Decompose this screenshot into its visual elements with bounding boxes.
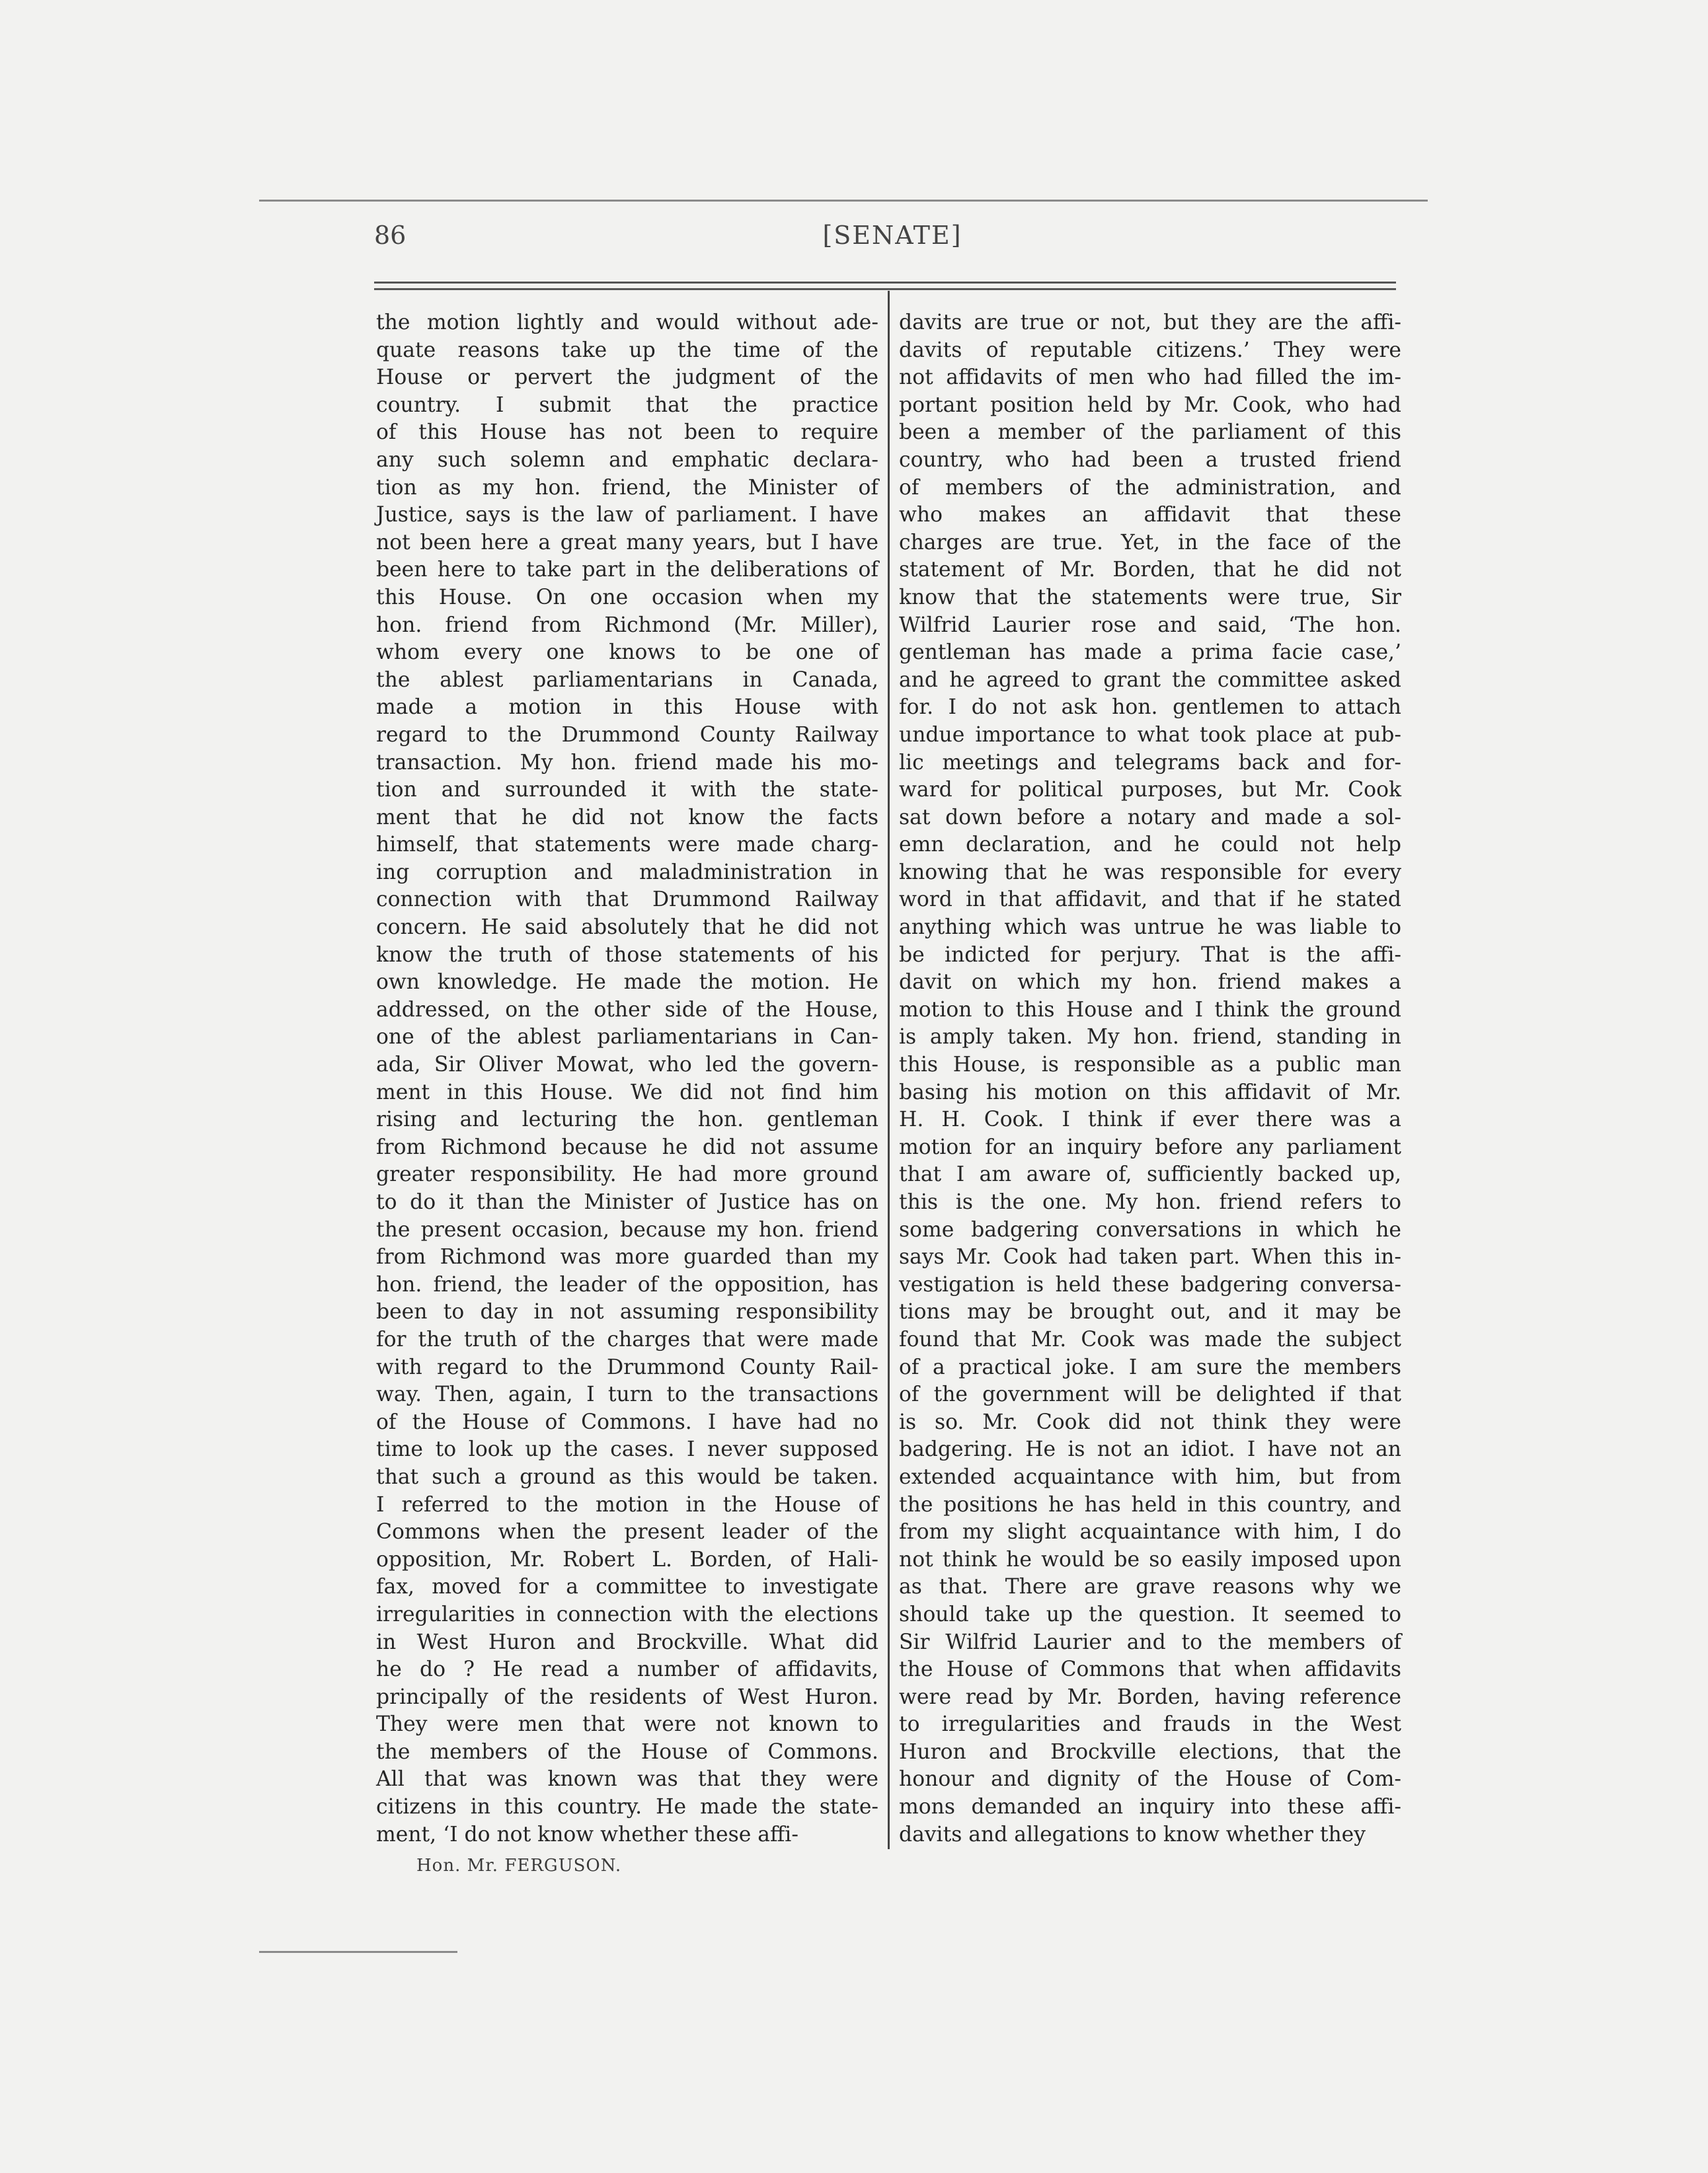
text-line: not been here a great many years, but I have bbox=[376, 530, 878, 554]
text-line: concern. He said absolutely that he did not bbox=[376, 915, 878, 940]
text-line: davits and allegations to know whether they bbox=[899, 1822, 1366, 1847]
text-line: country, who had been a trusted friend bbox=[899, 447, 1401, 472]
text-line: time to look up the cases. I never supposed bbox=[376, 1437, 878, 1462]
text-line: and he agreed to grant the committee asked bbox=[899, 667, 1401, 692]
text-line: country. I submit that the practice bbox=[376, 393, 878, 417]
text-line: of a practical joke. I am sure the members bbox=[899, 1355, 1401, 1379]
top-scan-rule bbox=[259, 200, 1428, 202]
text-line: principally of the residents of West Huron. bbox=[376, 1685, 878, 1709]
text-line: ment in this House. We did not find him bbox=[376, 1080, 878, 1104]
running-head: [SENATE] bbox=[822, 221, 962, 250]
text-line: he do ? He read a number of affidavits, bbox=[376, 1658, 878, 1682]
text-line: Justice, says is the law of parliament. I have bbox=[376, 503, 878, 527]
text-line: this House. On one occasion when my bbox=[376, 585, 878, 609]
text-line: regard to the Drummond County Railway bbox=[376, 722, 878, 747]
text-line: davits of reputable citizens.’ They were bbox=[899, 338, 1401, 362]
text-line: in West Huron and Brockville. What did bbox=[376, 1630, 878, 1654]
text-line: been here to take part in the deliberations of bbox=[376, 558, 878, 582]
text-line: fax, moved for a committee to investigate bbox=[376, 1575, 878, 1599]
text-line: H. H. Cook. I think if ever there was a bbox=[899, 1108, 1401, 1132]
text-line: statement of Mr. Borden, that he did not bbox=[899, 558, 1401, 582]
text-line: been to day in not assuming responsibility bbox=[376, 1300, 878, 1324]
text-line: as that. There are grave reasons why we bbox=[899, 1575, 1401, 1599]
column-divider bbox=[888, 291, 890, 1849]
text-line: be indicted for perjury. That is the affi- bbox=[899, 942, 1401, 967]
text-line: some badgering conversations in which he bbox=[899, 1217, 1401, 1242]
text-line: gentleman has made a prima facie case,’ bbox=[899, 640, 1401, 665]
text-line: ment, ‘I do not know whether these affi- bbox=[376, 1822, 798, 1847]
text-line: from Richmond because he did not assume bbox=[376, 1135, 878, 1159]
text-line: Wilfrid Laurier rose and said, ‘The hon. bbox=[899, 613, 1401, 637]
text-line: mons demanded an inquiry into these affi- bbox=[899, 1795, 1401, 1819]
text-line: connection with that Drummond Railway bbox=[376, 888, 878, 912]
text-line: the House of Commons that when affidavits bbox=[899, 1658, 1401, 1682]
left-column bbox=[376, 309, 878, 1849]
text-line: any such solemn and emphatic declara- bbox=[376, 447, 878, 472]
text-line: this House, is responsible as a public man bbox=[899, 1053, 1401, 1077]
bottom-scan-rule bbox=[259, 1951, 457, 1953]
text-line: tion and surrounded it with the state- bbox=[376, 778, 878, 802]
text-line: from my slight acquaintance with him, I do bbox=[899, 1520, 1401, 1544]
text-line: tion as my hon. friend, the Minister of bbox=[376, 475, 878, 500]
text-line: hon. friend, the leader of the opposition, has bbox=[376, 1272, 878, 1297]
text-line: of the House of Commons. I have had no bbox=[376, 1410, 878, 1434]
text-line: ment that he did not know the facts bbox=[376, 805, 878, 829]
text-line: extended acquaintance with him, but from bbox=[899, 1465, 1401, 1489]
text-line: says Mr. Cook had taken part. When this in- bbox=[899, 1245, 1401, 1270]
text-line: of this House has not been to require bbox=[376, 420, 878, 445]
text-line: addressed, on the other side of the House, bbox=[376, 997, 878, 1022]
text-line: this is the one. My hon. friend refers to bbox=[899, 1190, 1401, 1214]
text-line: greater responsibility. He had more ground bbox=[376, 1163, 878, 1187]
text-line: with regard to the Drummond County Rail- bbox=[376, 1355, 878, 1379]
text-line: undue importance to what took place at pub- bbox=[899, 722, 1401, 747]
text-line: ing corruption and maladministration in bbox=[376, 860, 878, 884]
text-line: know that the statements were true, Sir bbox=[899, 585, 1401, 609]
text-line: the members of the House of Commons. bbox=[376, 1739, 878, 1764]
text-line: the positions he has held in this country, and bbox=[899, 1492, 1401, 1517]
text-line: found that Mr. Cook was made the subject bbox=[899, 1327, 1401, 1352]
header-rule bbox=[374, 288, 1396, 290]
text-line: emn declaration, and he could not help bbox=[899, 833, 1401, 857]
text-line: not affidavits of men who had filled the im- bbox=[899, 365, 1401, 390]
text-line: the ablest parliamentarians in Canada, bbox=[376, 667, 878, 692]
text-line: ward for political purposes, but Mr. Cook bbox=[899, 778, 1401, 802]
text-line: of the government will be delighted if that bbox=[899, 1383, 1401, 1407]
text-line: All that was known was that they were bbox=[376, 1767, 878, 1792]
speaker-footer: Hon. Mr. FERGUSON. bbox=[416, 1856, 622, 1876]
text-line: the motion lightly and would without ade- bbox=[376, 311, 878, 334]
text-line: tions may be brought out, and it may be bbox=[899, 1300, 1401, 1324]
text-line: not think he would be so easily imposed upon bbox=[899, 1547, 1401, 1572]
text-line: sat down before a notary and made a sol- bbox=[899, 805, 1401, 829]
text-line: Sir Wilfrid Laurier and to the members of bbox=[899, 1630, 1401, 1654]
text-line: vestigation is held these badgering conversa- bbox=[899, 1272, 1401, 1297]
text-line: motion for an inquiry before any parliament bbox=[899, 1135, 1401, 1159]
text-line: badgering. He is not an idiot. I have not an bbox=[899, 1437, 1401, 1462]
text-line: were read by Mr. Borden, having reference bbox=[899, 1685, 1401, 1709]
text-line: rising and lecturing the hon. gentleman bbox=[376, 1108, 878, 1132]
text-line: irregularities in connection with the elections bbox=[376, 1602, 878, 1626]
text-line: know the truth of those statements of his bbox=[376, 942, 878, 967]
page-number: 86 bbox=[374, 221, 407, 250]
text-line: himself, that statements were made charg- bbox=[376, 833, 878, 857]
text-line: opposition, Mr. Robert L. Borden, of Hali- bbox=[376, 1547, 878, 1572]
text-line: for. I do not ask hon. gentlemen to attach bbox=[899, 695, 1401, 720]
text-line: the present occasion, because my hon. friend bbox=[376, 1217, 878, 1242]
text-line: honour and dignity of the House of Com- bbox=[899, 1767, 1401, 1792]
text-line: quate reasons take up the time of the bbox=[376, 338, 878, 362]
text-line: charges are true. Yet, in the face of the bbox=[899, 530, 1401, 554]
text-line: that I am aware of, sufficiently backed up, bbox=[899, 1163, 1401, 1187]
text-line: way. Then, again, I turn to the transactions bbox=[376, 1383, 878, 1407]
text-line: from Richmond was more guarded than my bbox=[376, 1245, 878, 1270]
text-line: made a motion in this House with bbox=[376, 695, 878, 720]
text-line: to irregularities and frauds in the West bbox=[899, 1712, 1401, 1737]
text-line: Huron and Brockville elections, that the bbox=[899, 1739, 1401, 1764]
text-line: knowing that he was responsible for every bbox=[899, 860, 1401, 884]
text-line: that such a ground as this would be taken. bbox=[376, 1465, 878, 1489]
text-line: should take up the question. It seemed to bbox=[899, 1602, 1401, 1626]
text-line: They were men that were not known to bbox=[376, 1712, 878, 1737]
header-rule bbox=[374, 282, 1396, 284]
text-line: House or pervert the judgment of the bbox=[376, 365, 878, 390]
text-line: citizens in this country. He made the state- bbox=[376, 1795, 878, 1819]
text-line: transaction. My hon. friend made his mo- bbox=[376, 750, 878, 775]
text-line: is amply taken. My hon. friend, standing in bbox=[899, 1025, 1401, 1049]
text-line: I referred to the motion in the House of bbox=[376, 1492, 878, 1517]
text-line: who makes an affidavit that these bbox=[899, 503, 1401, 527]
text-line: for the truth of the charges that were made bbox=[376, 1327, 878, 1352]
text-line: davit on which my hon. friend makes a bbox=[899, 970, 1401, 995]
text-line: lic meetings and telegrams back and for- bbox=[899, 750, 1401, 775]
text-line: portant position held by Mr. Cook, who had bbox=[899, 393, 1401, 417]
text-line: word in that affidavit, and that if he stated bbox=[899, 888, 1401, 912]
text-line: to do it than the Minister of Justice has on bbox=[376, 1190, 878, 1214]
text-line: hon. friend from Richmond (Mr. Miller), bbox=[376, 613, 878, 637]
text-line: anything which was untrue he was liable to bbox=[899, 915, 1401, 940]
text-line: of members of the administration, and bbox=[899, 475, 1401, 500]
text-line: been a member of the parliament of this bbox=[899, 420, 1401, 445]
text-line: Commons when the present leader of the bbox=[376, 1520, 878, 1544]
text-line: whom every one knows to be one of bbox=[376, 640, 878, 665]
text-line: ada, Sir Oliver Mowat, who led the govern- bbox=[376, 1053, 878, 1077]
text-line: one of the ablest parliamentarians in Can- bbox=[376, 1025, 878, 1049]
text-line: own knowledge. He made the motion. He bbox=[376, 970, 878, 995]
text-line: is so. Mr. Cook did not think they were bbox=[899, 1410, 1401, 1434]
right-column bbox=[899, 309, 1401, 1849]
text-line: basing his motion on this affidavit of Mr. bbox=[899, 1080, 1401, 1104]
text-line: davits are true or not, but they are the affi- bbox=[899, 311, 1401, 334]
text-line: motion to this House and I think the ground bbox=[899, 997, 1401, 1022]
